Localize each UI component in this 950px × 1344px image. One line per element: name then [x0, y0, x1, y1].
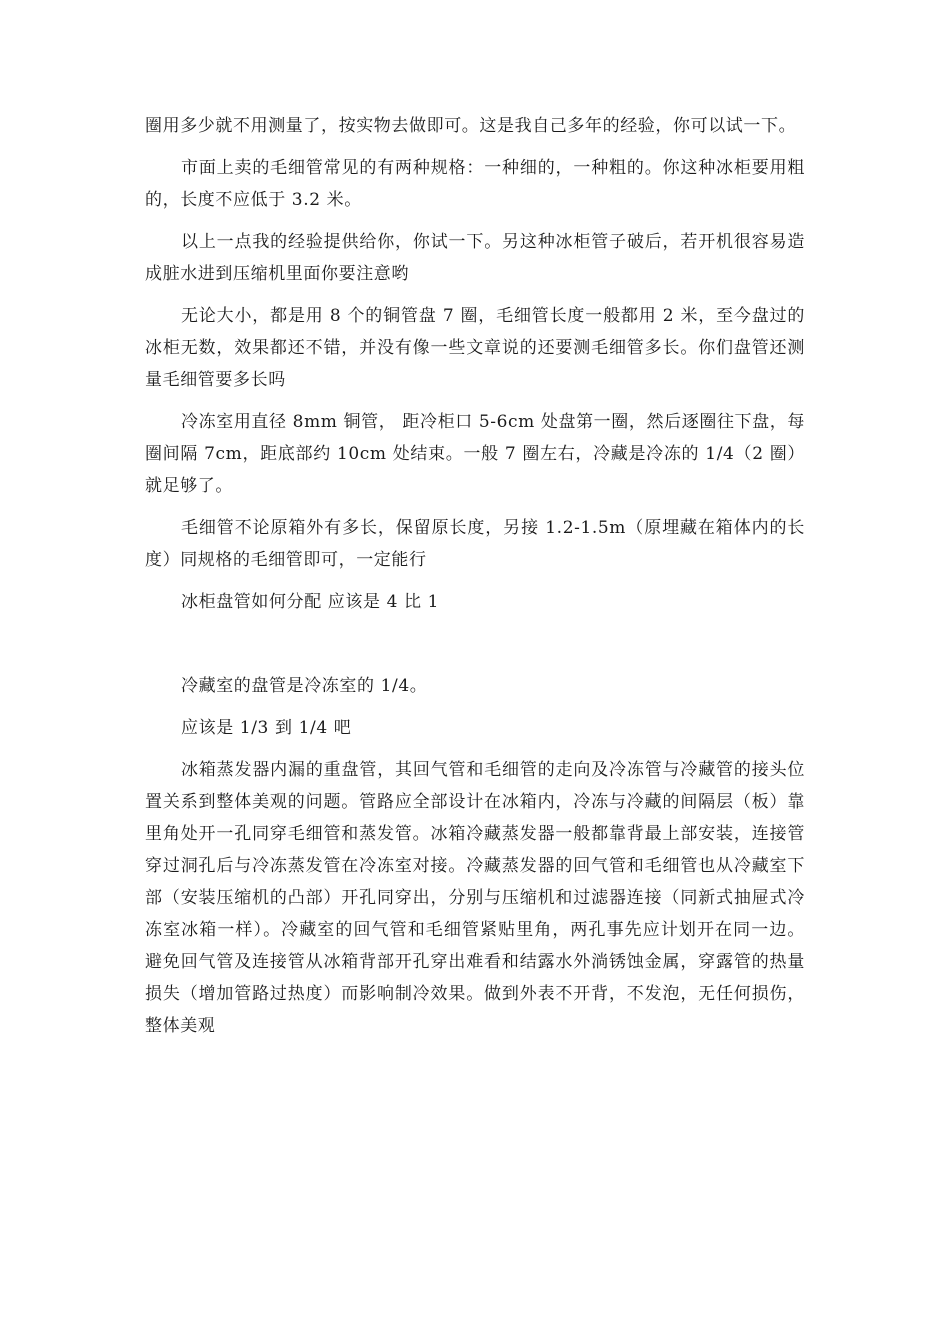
paragraph-experience-note: 以上一点我的经验提供给你，你试一下。另这种冰柜管子破后，若开机很容易造成脏水进到压缩机里面你要注意哟: [145, 232, 805, 284]
paragraph-capillary-length: 毛细管不论原箱外有多长，保留原长度，另接 1.2-1.5m（原埋藏在箱体内的长度）同规格的毛细管即可，一定能行: [145, 518, 805, 570]
paragraph-continued: 圈用多少就不用测量了，按实物去做即可。这是我自己多年的经验，你可以试一下。: [145, 116, 797, 136]
paragraph-fridge-ratio: 冷藏室的盘管是冷冻室的 1/4。: [181, 676, 428, 696]
document-body: [145, 110, 805, 1042]
paragraph-copper-coil: 无论大小，都是用 8 个的铜管盘 7 圈，毛细管长度一般都用 2 米，至今盘过的冰柜无数，效果都还不错，并没有像一些文章说的还要测毛细管多长。你们盘管还测量毛细管要多长吗: [145, 306, 805, 390]
paragraph-capillary-specs: 市面上卖的毛细管常见的有两种规格：一种细的，一种粗的。你这种冰柜要用粗的，长度不应低于 3.2 米。: [145, 158, 805, 210]
paragraph-evaporator-repair: 冰箱蒸发器内漏的重盘管，其回气管和毛细管的走向及冷冻管与冷藏管的接头位置关系到整体美观的问题。管路应全部设计在冰箱内，冷冻与冷藏的间隔层（板）靠里角处开一孔同穿毛细管和蒸发管。冰箱冷藏蒸发器一般都靠背最上部安装，连接管穿过洞孔后与冷冻蒸发管在冷冻室对接。冷藏蒸发器的回气管和毛细管也从冷藏室下部（安装压缩机的凸部）开孔同穿出，分别与压缩机和过滤器连接（同新式抽屉式冷冻室冰箱一样）。冷藏室的回气管和毛细管紧贴里角，两孔事先应计划开在同一边。避免回气管及连接管从冰箱背部开孔穿出难看和结露水外淌锈蚀金属，穿露管的热量损失（增加管路过热度）而影响制冷效果。做到外表不开背，不发泡，无任何损伤，整体美观: [145, 760, 805, 1036]
paragraph-freezer-coil: 冷冻室用直径 8mm 铜管， 距冷柜口 5-6cm 处盘第一圈，然后逐圈往下盘，每圈间隔 7cm，距底部约 10cm 处结束。一般 7 圈左右，冷藏是冷冻的 1/4（2 圈）就足够了。: [145, 412, 805, 496]
paragraph-coil-ratio: 冰柜盘管如何分配 应该是 4 比 1: [181, 592, 440, 612]
paragraph-ratio-range: 应该是 1/3 到 1/4 吧: [181, 718, 352, 738]
